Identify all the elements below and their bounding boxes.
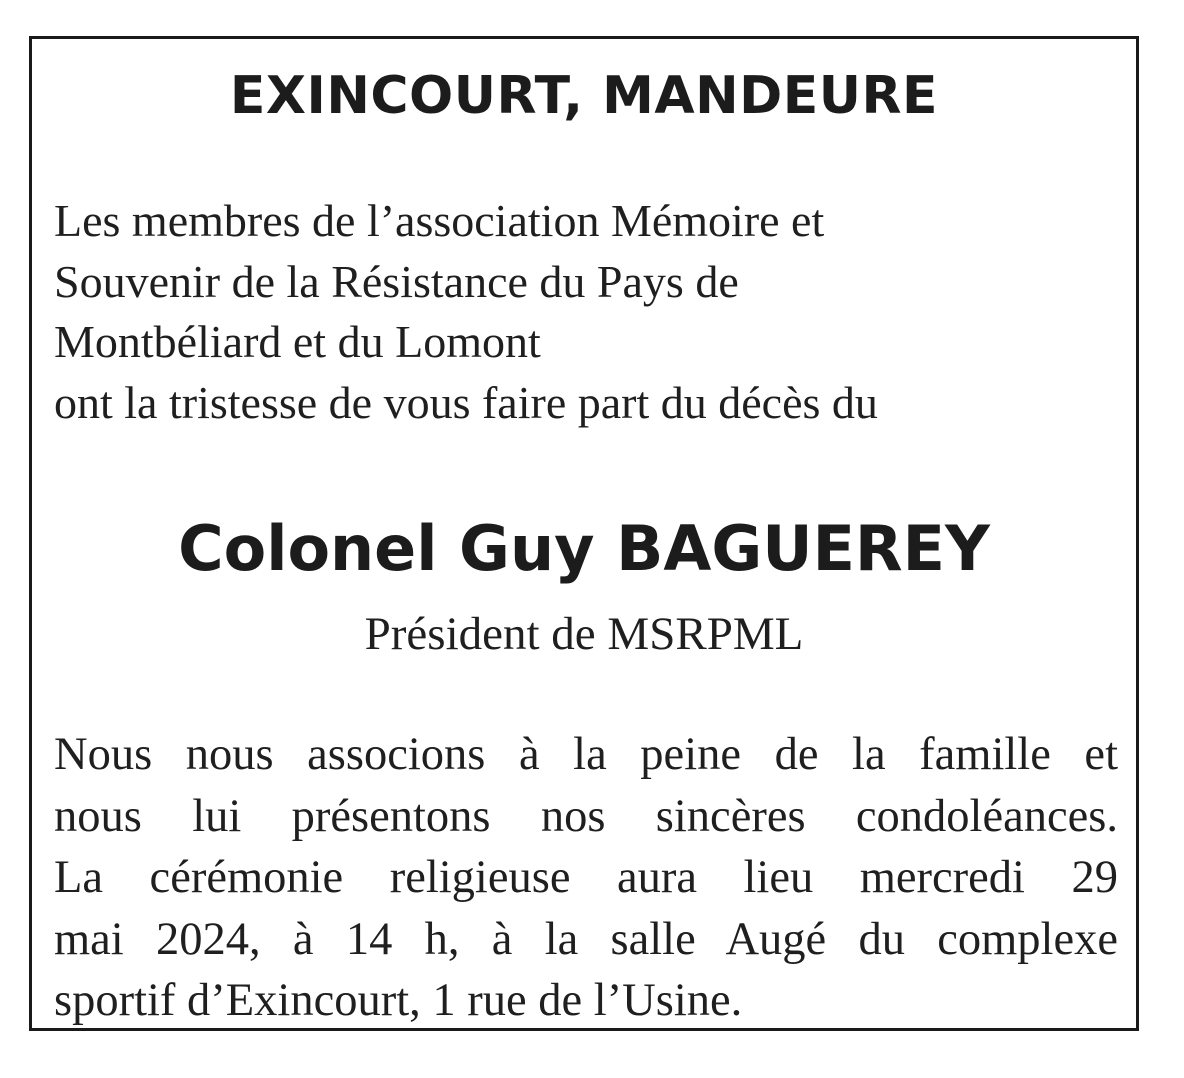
body-line: La cérémonie religieuse aura lieu mercredi 29 bbox=[54, 852, 1118, 903]
condolence-paragraph bbox=[54, 724, 1118, 1032]
deceased-name: Colonel Guy BAGUEREY bbox=[178, 512, 990, 585]
intro-line: Souvenir de la Résistance du Pays de bbox=[54, 255, 739, 307]
body-line: nous lui présentons nos sincères condoléances. bbox=[54, 790, 1118, 842]
body-line: Nous nous associons à la peine de la famille et bbox=[54, 729, 1118, 780]
intro-line: Les membres de l’association Mémoire et bbox=[54, 195, 825, 246]
intro-line: ont la tristesse de vous faire part du décès du bbox=[54, 376, 878, 428]
intro-paragraph bbox=[54, 191, 1114, 433]
obituary-notice bbox=[29, 36, 1139, 1031]
intro-line: Montbéliard et du Lomont bbox=[54, 316, 541, 367]
body-line: sportif d’Exincourt, 1 rue de l’Usine. bbox=[54, 975, 743, 1026]
notice-heading: EXINCOURT, MANDEURE bbox=[229, 66, 939, 126]
body-line: mai 2024, à 14 h, à la salle Augé du complexe bbox=[54, 913, 1118, 965]
deceased-title: Président de MSRPML bbox=[364, 608, 804, 660]
